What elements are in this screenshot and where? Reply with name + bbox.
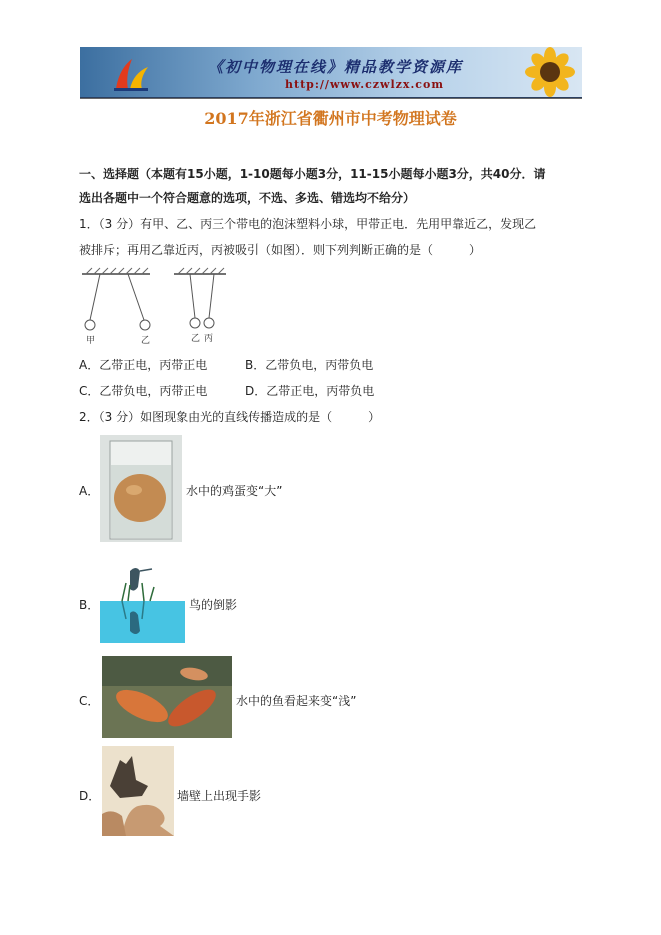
egg-in-water-image [100, 435, 182, 542]
fish-in-water-image [102, 656, 232, 738]
sunflower-icon [520, 47, 580, 97]
q2-option-b-image [100, 561, 185, 643]
q2-option-a-letter: A． [79, 484, 100, 498]
q1-figure-label-bing: 丙 [204, 334, 214, 344]
banner-title: 《初中物理在线》精品教学资源库 [208, 58, 464, 76]
q1-option-b: B．乙带负电，丙带负电 [245, 358, 374, 372]
header-banner [80, 47, 582, 99]
q2-option-a-caption: 水中的鸡蛋变“大” [186, 484, 283, 498]
q2-stem: 2．（3 分）如图现象由光的直线传播造成的是（ ） [79, 410, 381, 424]
q2-option-b-letter: B． [79, 598, 100, 612]
q2-option-c-caption: 水中的鱼看起来变“浅” [236, 694, 357, 708]
section-heading-line1: 一、选择题（本题有15小题，1-10题每小题3分，11-15小题每小题3分，共40分．请 [79, 167, 546, 181]
banner-url: http://www.czwlzx.com [285, 78, 444, 91]
page-title: 2017年浙江省衢州市中考物理试卷 [204, 109, 457, 128]
q2-option-d-image [102, 746, 174, 836]
q1-stem-line1: 1．（3 分）有甲、乙、丙三个带电的泡沫塑料小球，甲带正电．先用甲靠近乙，发现乙 [79, 217, 537, 231]
q2-option-c-letter: C． [79, 694, 100, 708]
q2-option-a-image [100, 435, 182, 542]
section-heading-line2: 选出各题中一个符合题意的选项，不选、多选、错选均不给分） [79, 191, 416, 205]
q1-figure-pendulums [78, 266, 238, 348]
q1-figure-label-yi: 乙 [141, 336, 151, 346]
logo-icon [110, 55, 152, 93]
q1-figure-label-jia: 甲 [86, 336, 96, 346]
q2-option-d-caption: 墙壁上出现手影 [177, 789, 262, 803]
q2-option-c-image [102, 656, 232, 738]
q1-option-c: C．乙带负电，丙带正电 [79, 384, 208, 398]
q1-stem-line2: 被排斥；再用乙靠近丙，丙被吸引（如图）．则下列判断正确的是（ ） [79, 243, 482, 257]
q1-option-a: A．乙带正电，丙带正电 [79, 358, 208, 372]
q2-option-d-letter: D． [79, 789, 101, 803]
q1-option-d: D．乙带正电，丙带负电 [245, 384, 375, 398]
header-rule [80, 98, 582, 99]
q2-option-b-caption: 鸟的倒影 [189, 598, 238, 612]
hand-shadow-image [102, 746, 174, 836]
bird-reflection-image [100, 561, 185, 643]
q1-figure-label-yi2: 乙 [191, 334, 201, 344]
